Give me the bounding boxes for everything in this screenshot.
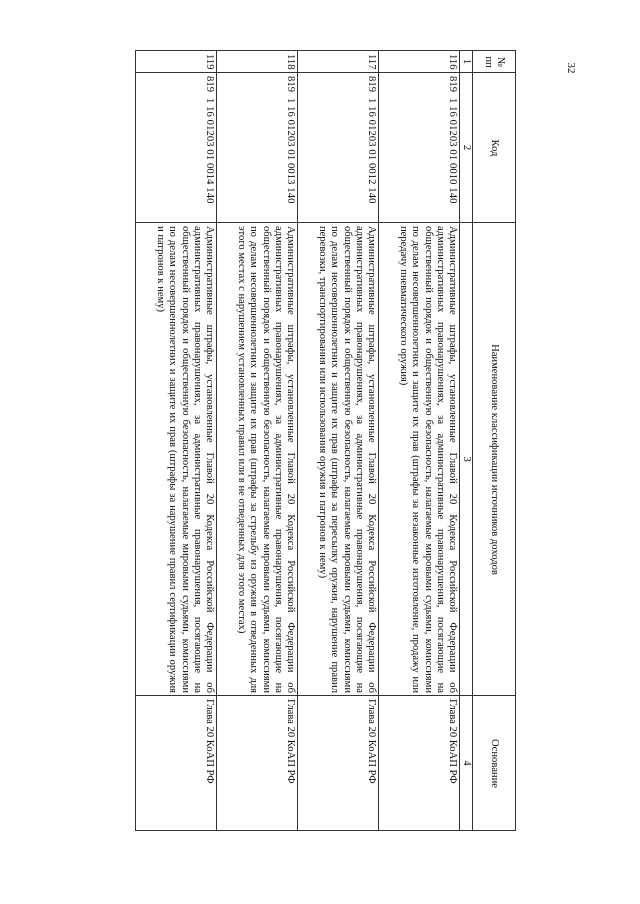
income-code: 1 16 01203 01 0012 140 <box>366 98 377 204</box>
table-row <box>379 51 460 831</box>
row-number: 119 <box>136 51 217 73</box>
basis-cell: Глава 20 КоАП РФ <box>379 696 460 831</box>
row-number: 116 <box>379 51 460 73</box>
column-number: 2 <box>460 73 473 223</box>
admin-code: 819 <box>204 76 215 93</box>
code-cell <box>217 73 298 223</box>
page-number: 32 <box>565 62 577 74</box>
row-number: 117 <box>298 51 379 73</box>
classification-table-container <box>144 50 516 830</box>
basis-cell: Глава 20 КоАП РФ <box>217 696 298 831</box>
income-name: Административные штрафы, установленные Главой 20 Кодекса Российской Федерации об административных правонарушениях, за административные правонарушения, посягающие на общественный порядок и общественную безопасность, налагаемые мировыми судьями, комиссиями по делам несовершеннолетних и защите их прав (штрафы за нарушение правил сертификации оружия и патронов к нему) <box>136 223 217 696</box>
table-row <box>217 51 298 831</box>
table-row <box>298 51 379 831</box>
income-code: 1 16 01203 01 0013 140 <box>285 98 296 204</box>
header-basis: Основание <box>473 696 516 831</box>
row-number: 118 <box>217 51 298 73</box>
basis-cell: Глава 20 КоАП РФ <box>298 696 379 831</box>
code-cell <box>379 73 460 223</box>
header-code: Код <box>473 73 516 223</box>
income-name: Административные штрафы, установленные Главой 20 Кодекса Российской Федерации об административных правонарушениях, за административные правонарушения, посягающие на общественный порядок и общественную безопасность, налагаемые мировыми судьями, комиссиями по делам несовершеннолетних и защите их прав (штрафы за незаконные изготовление, продажу или передачу пневматического оружия) <box>379 223 460 696</box>
income-name: Административные штрафы, установленные Главой 20 Кодекса Российской Федерации об административных правонарушениях, за административные правонарушения, посягающие на общественный порядок и общественную безопасность, налагаемые мировыми судьями, комиссиями по делам несовершеннолетних и защите их прав (штрафы за стрельбу из оружия в отведенных для этого местах с нарушением установленных правил или в не отведенных для этого местах) <box>217 223 298 696</box>
income-code: 1 16 01203 01 0010 140 <box>447 98 458 204</box>
header-name: Наименование классификации источников доходов <box>473 223 516 696</box>
code-cell <box>298 73 379 223</box>
admin-code: 819 <box>366 76 377 93</box>
admin-code: 819 <box>285 76 296 93</box>
admin-code: 819 <box>447 76 458 93</box>
column-number: 4 <box>460 696 473 831</box>
income-classification-table <box>135 50 516 831</box>
column-number: 1 <box>460 51 473 73</box>
basis-cell: Глава 20 КоАП РФ <box>136 696 217 831</box>
income-code: 1 16 01203 01 0014 140 <box>204 98 215 204</box>
header-number: № пп <box>473 51 516 73</box>
table-row <box>136 51 217 831</box>
column-number: 3 <box>460 223 473 696</box>
table-header-row <box>473 51 516 831</box>
code-cell <box>136 73 217 223</box>
income-name: Административные штрафы, установленные Главой 20 Кодекса Российской Федерации об административных правонарушениях, за административные правонарушения, посягающие на общественный порядок и общественную безопасность, налагаемые мировыми судьями, комиссиями по делам несовершеннолетних и защите их прав (штрафы за пересылку оружия, нарушение правил перевозки, транспортирования или использования оружия и патронов к нему) <box>298 223 379 696</box>
column-number-row <box>460 51 473 831</box>
